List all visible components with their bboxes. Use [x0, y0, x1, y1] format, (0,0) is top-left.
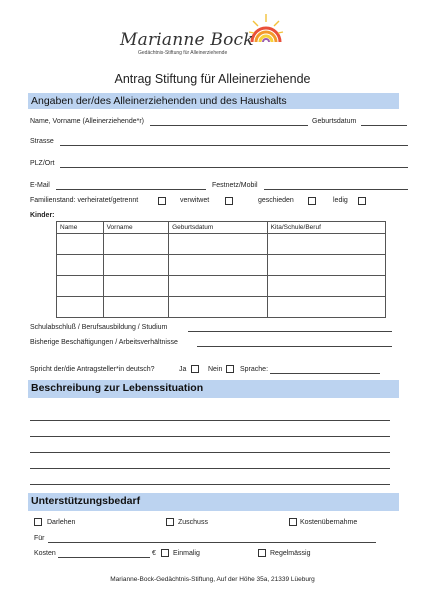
name-label: Name, Vorname (Alleinerziehende*r) [30, 118, 144, 125]
checkbox-german-yes[interactable] [191, 365, 199, 373]
table-cell[interactable] [267, 255, 385, 276]
birth-date-field[interactable] [361, 125, 407, 126]
footer-address: Marianne-Bock-Gedächtnis-Stiftung, Auf der Höhe 35a, 21339 Lüeburg [110, 576, 315, 583]
children-label: Kinder: [30, 212, 55, 219]
cost-label: Kosten [34, 550, 56, 557]
yes-label: Ja [179, 366, 187, 373]
birth-date-label: Geburtsdatum [312, 118, 357, 125]
section-header-life-situation: Beschreibung zur Lebenssituation [28, 380, 399, 398]
street-field[interactable] [60, 145, 408, 146]
checkbox-divorced[interactable] [308, 197, 316, 205]
language-label: Sprache: [240, 366, 269, 373]
jobs-field[interactable] [197, 346, 392, 347]
language-field[interactable] [270, 373, 380, 374]
table-row [57, 297, 386, 318]
german-question-label: Spricht der/die Antragsteller*in deutsch? [30, 366, 155, 373]
table-row [57, 276, 386, 297]
checkbox-grant[interactable] [166, 518, 174, 526]
table-cell[interactable] [267, 276, 385, 297]
for-field[interactable] [48, 542, 376, 543]
street-label: Strasse [30, 138, 54, 145]
family-status-label: Familienstand: verheiratet/getrennt [30, 197, 139, 204]
table-cell[interactable] [103, 255, 169, 276]
one-time-label: Einmalig [173, 550, 200, 557]
table-cell[interactable] [57, 234, 104, 255]
table-cell[interactable] [57, 297, 104, 318]
checkbox-german-no[interactable] [226, 365, 234, 373]
checkbox-regular[interactable] [258, 549, 266, 557]
city-field[interactable] [60, 167, 408, 168]
cost-coverage-label: Kostenübernahme [300, 519, 358, 526]
page-title: Antrag Stiftung für Alleinerziehende [114, 72, 311, 86]
logo-name: Marianne Bock [120, 30, 254, 50]
description-line-4[interactable] [30, 468, 390, 469]
logo-subtitle: Gedächtnis-Stiftung für Alleinerziehende [138, 50, 228, 56]
table-row [57, 255, 386, 276]
phone-label: Festnetz/Mobil [212, 182, 258, 189]
table-cell[interactable] [169, 297, 268, 318]
email-label: E-Mail [30, 182, 50, 189]
grant-label: Zuschuss [178, 519, 208, 526]
table-cell[interactable] [169, 234, 268, 255]
single-label: ledig [333, 197, 348, 204]
checkbox-cost-coverage[interactable] [289, 518, 297, 526]
section-header-applicant: Angaben der/des Alleinerziehenden und des Haushalts [28, 93, 399, 109]
checkbox-married[interactable] [158, 197, 166, 205]
children-col-name: Name [57, 222, 104, 234]
table-cell[interactable] [103, 234, 169, 255]
phone-field[interactable] [264, 189, 408, 190]
table-cell[interactable] [169, 255, 268, 276]
for-label: Für [34, 535, 45, 542]
divorced-label: geschieden [258, 197, 294, 204]
education-label: Schulabschluß / Berufsausbildung / Studium [30, 324, 168, 331]
children-col-birthdate: Geburtsdatum [169, 222, 268, 234]
checkbox-single[interactable] [358, 197, 366, 205]
widowed-label: verwitwet [180, 197, 210, 204]
description-line-3[interactable] [30, 452, 390, 453]
jobs-label: Bisherige Beschäftigungen / Arbeitsverhältnisse [30, 339, 178, 346]
email-field[interactable] [56, 189, 206, 190]
table-cell[interactable] [57, 276, 104, 297]
regular-label: Regelmässig [270, 550, 311, 557]
table-cell[interactable] [267, 234, 385, 255]
cost-field[interactable] [58, 557, 150, 558]
no-label: Nein [208, 366, 223, 373]
checkbox-widowed[interactable] [225, 197, 233, 205]
checkbox-one-time[interactable] [161, 549, 169, 557]
city-label: PLZ/Ort [30, 160, 55, 167]
checkbox-loan[interactable] [34, 518, 42, 526]
children-col-school: Kita/Schule/Beruf [267, 222, 385, 234]
children-table [56, 221, 386, 318]
education-field[interactable] [188, 331, 392, 332]
description-line-1[interactable] [30, 420, 390, 421]
table-cell[interactable] [103, 297, 169, 318]
table-cell[interactable] [169, 276, 268, 297]
table-cell[interactable] [267, 297, 385, 318]
loan-label: Darlehen [47, 519, 76, 526]
children-col-firstname: Vorname [103, 222, 169, 234]
description-line-2[interactable] [30, 436, 390, 437]
name-field[interactable] [150, 125, 308, 126]
table-row [57, 234, 386, 255]
foundation-logo [120, 12, 280, 58]
description-line-5[interactable] [30, 484, 390, 485]
section-header-support: Unterstützungsbedarf [28, 493, 399, 511]
table-cell[interactable] [57, 255, 104, 276]
euro-sign: € [152, 550, 156, 557]
table-cell[interactable] [103, 276, 169, 297]
